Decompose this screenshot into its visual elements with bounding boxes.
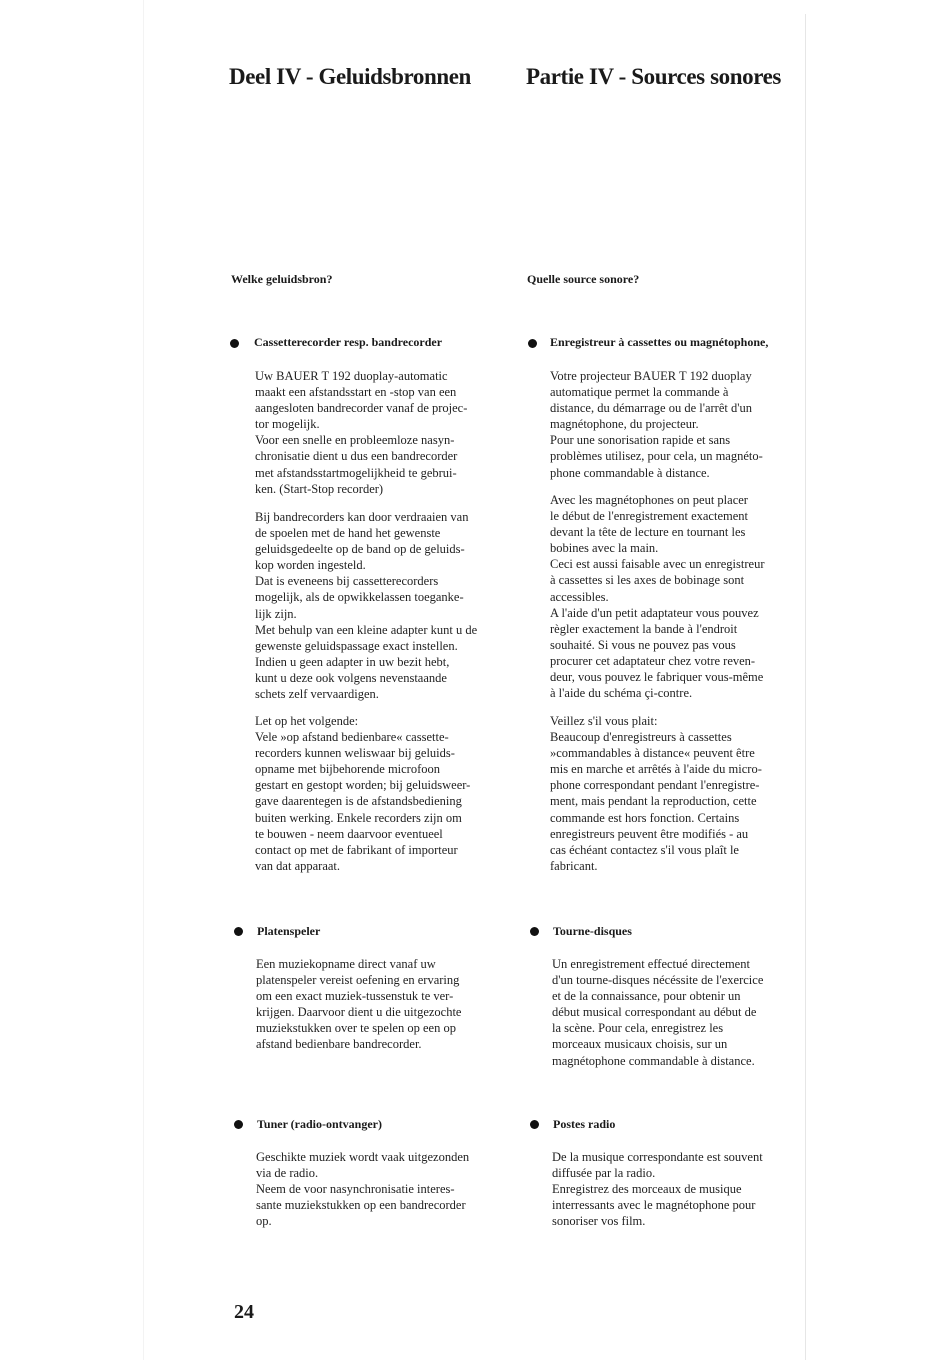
page-fold-left <box>143 0 144 1360</box>
paragraph-dutch-cassette-2: Bij bandrecorders kan door verdraaien van de spoelen met de hand het gewenste geluidsgedeelte op de band op de geluids- kop worden ingesteld. Dat is eveneens bij cassetterecorders mogelijk, als de opwikkelassen toeganke- lijk zijn. Met behulp van een kleine adapter kunt u de gewenste geluidspassage exact instellen. Indien u geen adapter in uw bezit hebt, kunt u deze ook volgens nevenstaande schets zelf vervaardigen. <box>255 510 478 702</box>
page-fold-right <box>805 14 806 1360</box>
bullet-icon <box>528 339 537 348</box>
page-number: 24 <box>234 1301 254 1323</box>
paragraph-french-cassette-3: Veillez s'il vous plait: Beaucoup d'enregistreurs à cassettes »commandables à distance« peuvent être mis en marche et arrêtés à l'aide du micro- phone correspondant pendant l'enregistre- ment, mais pendant la reproduction, cette commande est hors fonction. Certains enregistreurs peuvent être modifiés - au cas échéant contactez s'il vous plaît le fabricant. <box>550 714 762 873</box>
subtitle-dutch: Welke geluidsbron? <box>231 272 333 286</box>
page-title-french: Partie IV - Sources sonores <box>526 64 781 89</box>
paragraph-dutch-tuner: Geschikte muziek wordt vaak uitgezonden via de radio. Neem de voor nasynchronisatie interes- sante muziekstukken op een bandrecorder op. <box>256 1150 470 1229</box>
paragraph-french-cassette-1: Votre projecteur BAUER T 192 duoplay automatique permet la commande à distance, du démarrage ou de l'arrêt d'un magnétophone, du projecteur. Pour une sonorisation rapide et sans problèmes utilisez, pour cela, un magnéto- phone commandable à distance. <box>550 369 763 480</box>
paragraph-dutch-platenspeler: Een muziekopname direct vanaf uw platenspeler vereist oefening en ervaring om een exact muziek-tussenstuk te ver- krijgen. Daarvoor dient u die uitgezochte muziekstukken over te spelen op een op afstand bedienbare bandrecorder. <box>256 957 462 1052</box>
section-heading-postes-radio: Postes radio <box>553 1117 616 1131</box>
paragraph-dutch-cassette-3: Let op het volgende: Vele »op afstand bedienbare« cassette- recorders kunnen weliswaar bij geluids- opname met bijbehorende microfoon gestart en gestopt worden; bij geluidsweer- gave daarentegen is de afstandsbediening buiten werking. Enkele recorders zijn om te bouwen - neem daarvoor eventueel contact op met de fabrikant of importeur van dat apparaat. <box>255 714 471 873</box>
bullet-icon <box>234 1120 243 1129</box>
bullet-icon <box>530 927 539 936</box>
section-heading-cassetterecorder: Cassetterecorder resp. bandrecorder <box>254 335 443 349</box>
bullet-icon <box>230 339 239 348</box>
section-heading-enregistreur: Enregistreur à cassettes ou magnétophone, <box>550 335 769 349</box>
bullet-icon <box>530 1120 539 1129</box>
paragraph-french-tourne-disques: Un enregistrement effectué directement d'un tourne-disques nécéssite de l'exercice et de la connaissance, pour obtenir un début musical correspondant au début de la scène. Pour cela, enregistrez les morceaux musicaux choisis, sur un magnétophone commandable à distance. <box>552 957 764 1068</box>
paragraph-french-cassette-2: Avec les magnétophones on peut placer le début de l'enregistrement exactement devant la tête de lecture en tournant les bobines avec la main. Ceci est aussi faisable avec un enregistreur à cassettes si les axes de bobinage sont accessibles. A l'aide d'un petit adaptateur vous pouvez règler exactement la bande à l'endroit souhaité. Si vous ne pouvez pas vous procurer cet adaptateur chez votre reven- deur, vous pouvez le fabriquer vous-même à l'aide du schéma çi-contre. <box>550 493 765 701</box>
section-heading-tourne-disques: Tourne-disques <box>553 924 632 938</box>
page-title-dutch: Deel IV - Geluidsbronnen <box>229 64 471 89</box>
paragraph-dutch-cassette-1: Uw BAUER T 192 duoplay-automatic maakt een afstandsstart en -stop van een aangesloten bandrecorder vanaf de projec- tor mogelijk. Voor een snelle en probleemloze nasyn- chronisatie dient u dus een bandrecorder met afstandsstartmogelijkheid te gebrui- ken. (Start-Stop recorder) <box>255 369 468 496</box>
bullet-icon <box>234 927 243 936</box>
section-heading-tuner: Tuner (radio-ontvanger) <box>257 1117 383 1131</box>
subtitle-french: Quelle source sonore? <box>527 272 640 286</box>
section-heading-platenspeler: Platenspeler <box>257 924 321 938</box>
paragraph-french-postes-radio: De la musique correspondante est souvent diffusée par la radio. Enregistrez des morceaux de musique interressants avec le magnétophone pour sonoriser vos film. <box>552 1150 763 1229</box>
